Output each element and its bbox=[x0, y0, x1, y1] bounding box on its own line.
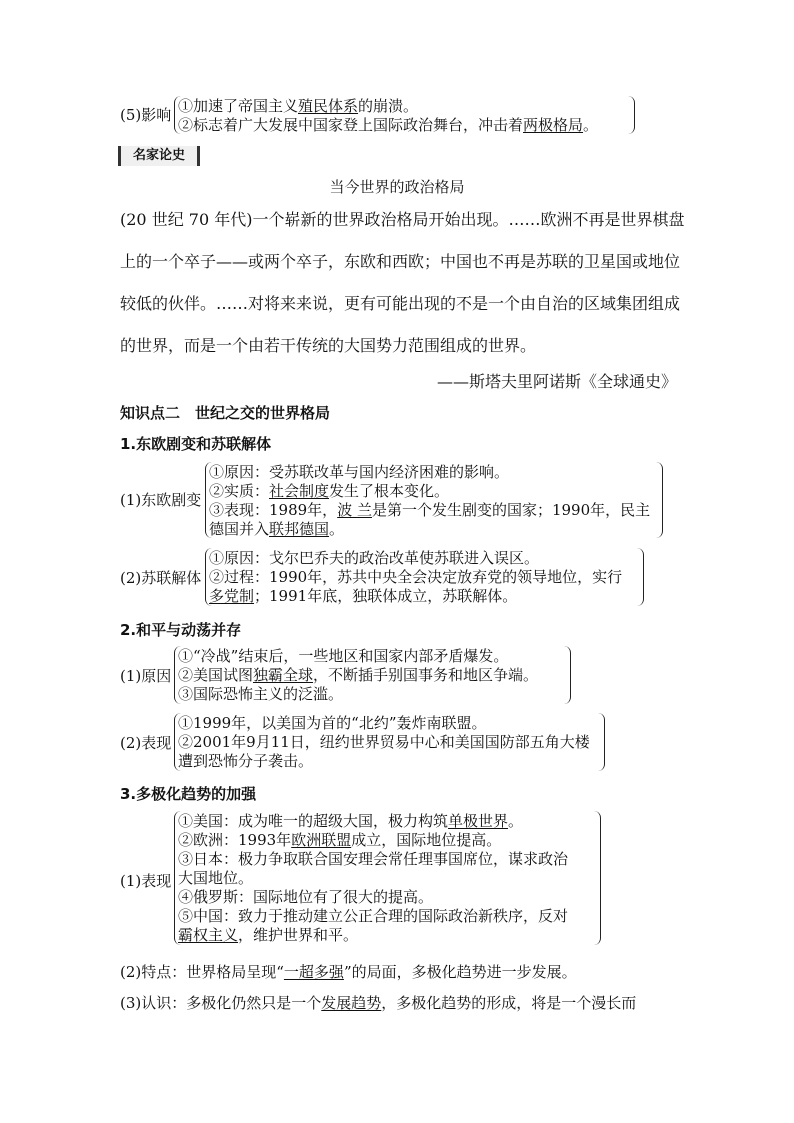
ee-line-1: ①原因：受苏联改革与国内经济困难的影响。 bbox=[209, 463, 510, 481]
multipolar-label: (1)表现 bbox=[120, 872, 172, 890]
manifest-line-1: ①1999年，以美国为首的“北约”轰炸南联盟。 bbox=[178, 714, 487, 732]
kp2-subheading-2: 2.和平与动荡并存 bbox=[120, 621, 242, 639]
kp2-subheading-3: 3.多极化趋势的加强 bbox=[120, 785, 257, 803]
manifest-line-2: ②2001年9月11日，纽约世界贸易中心和美国国防部五角大楼 bbox=[178, 733, 590, 751]
ee-line-2: ②实质：社会制度发生了根本变化。 bbox=[209, 482, 450, 500]
understanding-line: (3)认识：多极化仍然只是一个发展趋势，多极化趋势的形成，将是一个漫长而 bbox=[120, 994, 637, 1012]
essay-title: 当今世界的政治格局 bbox=[329, 178, 465, 196]
essay-line-4: 的世界，而是一个由若干传统的大国势力范围组成的世界。 bbox=[120, 336, 537, 355]
s5-line-1: ①加速了帝国主义殖民体系的崩溃。 bbox=[178, 97, 419, 115]
right-brace bbox=[564, 646, 571, 704]
cause-label: (1)原因 bbox=[120, 667, 172, 685]
ussr-line-2: ②过程：1990年，苏共中央全会决定放弃党的领导地位，实行 bbox=[209, 568, 623, 586]
mp-line-5: ④俄罗斯：国际地位有了很大的提高。 bbox=[178, 888, 434, 906]
right-brace bbox=[598, 713, 605, 771]
ussr-label: (2)苏联解体 bbox=[120, 569, 202, 587]
section-tag: 名家论史 bbox=[118, 146, 200, 166]
mp-line-3: ③日本：极力争取联合国安理会常任理事国席位，谋求政治 bbox=[178, 850, 569, 868]
mp-line-2: ②欧洲：1993年欧洲联盟成立，国际地位提高。 bbox=[178, 831, 502, 849]
mp-line-7: 霸权主义，维护世界和平。 bbox=[178, 926, 359, 944]
manifest-line-3: 遭到恐怖分子袭击。 bbox=[178, 752, 314, 770]
essay-line-1: (20 世纪 70 年代)一个崭新的世界政治格局开始出现。……欧洲不再是世界棋盘 bbox=[120, 210, 685, 229]
ee-line-4: 德国并入联邦德国。 bbox=[209, 520, 345, 538]
kp2-subheading-1: 1.东欧剧变和苏联解体 bbox=[120, 435, 272, 453]
feature-line: (2)特点：世界格局呈现“一超多强”的局面，多极化趋势进一步发展。 bbox=[120, 963, 577, 981]
right-brace bbox=[628, 96, 635, 134]
mp-line-6: ⑤中国：致力于推动建立公正合理的国际政治新秩序，反对 bbox=[178, 907, 569, 925]
kp2-heading: 知识点二 世纪之交的世界格局 bbox=[120, 404, 331, 422]
essay-line-2: 上的一个卒子——或两个卒子，东欧和西欧；中国也不再是苏联的卫星国或地位 bbox=[120, 252, 681, 271]
ussr-line-1: ①原因：戈尔巴乔夫的政治改革使苏联进入误区。 bbox=[209, 549, 540, 567]
right-brace bbox=[637, 548, 644, 606]
essay-source: ——斯塔夫里阿诺斯《全球通史》 bbox=[437, 372, 678, 391]
ussr-line-3: 多党制；1991年底，独联体成立，苏联解体。 bbox=[209, 587, 518, 605]
right-brace bbox=[594, 811, 601, 945]
mp-line-4: 大国地位。 bbox=[178, 869, 254, 887]
cause-line-2: ②美国试图独霸全球，不断插手别国事务和地区争端。 bbox=[178, 666, 539, 684]
manifestation-label: (2)表现 bbox=[120, 734, 172, 752]
right-brace bbox=[656, 462, 663, 538]
essay-line-3: 较低的伙伴。……对将来来说，更有可能出现的不是一个由自治的区域集团组成 bbox=[120, 294, 681, 313]
east-europe-label: (1)东欧剧变 bbox=[120, 491, 202, 509]
mp-line-1: ①美国：成为唯一的超级大国，极力构筑单极世界。 bbox=[178, 812, 524, 830]
section-5-label: (5)影响 bbox=[120, 106, 172, 124]
cause-line-3: ③国际恐怖主义的泛滥。 bbox=[178, 685, 344, 703]
s5-line-2: ②标志着广大发展中国家登上国际政治舞台，冲击着两极格局。 bbox=[178, 116, 599, 134]
cause-line-1: ①“冷战”结束后，一些地区和国家内部矛盾爆发。 bbox=[178, 647, 509, 665]
ee-line-3: ③表现：1989年，波 兰是第一个发生剧变的国家；1990年，民主 bbox=[209, 501, 651, 519]
